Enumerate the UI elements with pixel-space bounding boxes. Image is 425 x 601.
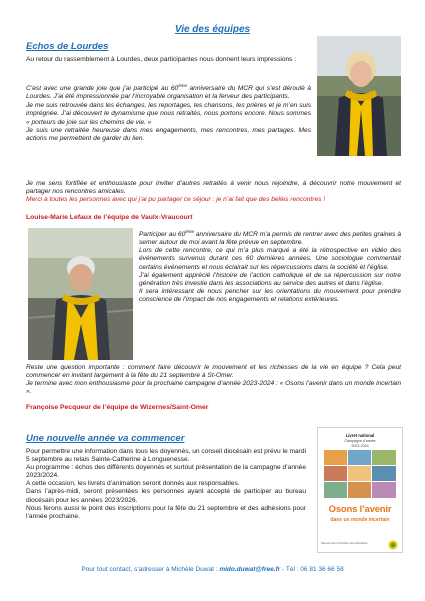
footer-contact xyxy=(0,566,425,573)
section-heading-lourdes: Echos de Lourdes xyxy=(26,41,109,52)
t1-p1-a: C’est avec une grande joie que j’ai participé au 60 xyxy=(26,85,179,93)
testimony-2-para-4: Il sera intéressant de nous pencher sur les orientations du mouvement pour prendre conscience de l’impact de nos engagements et relations extérieures. xyxy=(139,287,401,303)
footer-email[interactable]: mido.duwat@free.fr xyxy=(219,566,281,573)
t2-p1-b: anniversaire du MCR m’a permis de rentrer avec des petites graines à semer autour de moi avant la fête prévue en septembre. xyxy=(139,231,401,247)
testimony-1-para-4: Je me sens fortifiée et enthousiaste pour inviter d’autres retraités à venir nous rejoindre, à découvrir notre mouvement et partager nos rencontres amicales. xyxy=(26,180,401,196)
testimony-1-para-2: Je me suis retrouvée dans les échanges, les reportages, les chansons, les prières et je m’en suis imprégnée. J’ai découvert le dynamisme que nous retraités, nous portons encore. Nous sommes « porteurs de joie sur les chemins de vie. » xyxy=(26,102,311,126)
signature-francoise: Françoise Pecqueur de l’équipe de Wizernes/Saint-Omer xyxy=(26,404,209,411)
testimony-1-para-1 xyxy=(26,82,311,101)
photo-francoise xyxy=(28,228,133,360)
testimony-1-lower xyxy=(26,180,401,204)
signature-louise-marie: Louise-Marie Lefaux de l’équipe de Vaulx-Vraucourt xyxy=(26,214,193,221)
testimony-2-para-1 xyxy=(139,228,401,247)
book-subtitle: dans un monde incertain xyxy=(330,517,390,523)
testimony-2-para-6: Je termine avec mon enthousiasme pour la prochaine campagne d’année 2023-2024 : « Osons l’avenir dans un monde incertain ». xyxy=(26,380,401,396)
book-publisher: Mouvement Chrétien des Retraités xyxy=(321,541,368,545)
testimony-2-lower xyxy=(26,364,401,396)
t2-p1-a: Participer au 60 xyxy=(139,231,186,239)
lourdes-intro: Au retour du rassemblement à Lourdes, deux participantes nous donnent leurs impressions : xyxy=(26,56,297,63)
footer-text: Pour tout contact, s’adresser à Michèle Duwat : xyxy=(81,566,220,573)
testimony-1-upper xyxy=(26,82,311,143)
t2-p1-sup: ème xyxy=(185,229,194,234)
photo-louise-marie xyxy=(317,36,401,156)
annee-para-5: Nous ferons aussi le point des inscriptions pour la fête du 21 septembre et des adhésions pour l’année prochaine. xyxy=(26,504,306,520)
testimony-2-para-3: J’ai également apprécié l’histoire de l’action catholique et de sa répercussion sur notre génération très investie dans les associations au service des autres et dans l’église. xyxy=(139,271,401,287)
testimony-1-para-5: Merci à toutes les personnes avec qui j’ai pu partager ce séjour : je n’ai fait que des belles rencontres ! xyxy=(26,196,326,204)
annee-para-2: Au programme : échos des différents doyennés et surtout présentation de la campagne d’année 2023/2024. xyxy=(26,464,306,480)
nouvelle-annee-body xyxy=(26,448,306,521)
section-heading-nouvelle-annee: Une nouvelle année va commencer xyxy=(26,433,185,444)
book-top-label: Livret national xyxy=(345,433,375,438)
t1-p1-b: anniversaire du MCR qui s’est déroulé à Lourdes. J’ai été impressionnée par l’incroyable organisation et la ferveur des participants. xyxy=(26,85,311,101)
testimony-2-para-2: Lors de cette rencontre, ce qui m’a plus marqué a été la rétrospective en vidéo des événements survenus durant ces 60 dernières années. Une sociologue commentait certains événements et nous éclairait sur les répercussions dans la société et l’église. xyxy=(139,247,401,271)
book-sub2: 2023-2024 xyxy=(351,444,369,448)
t1-p1-sup: ème xyxy=(178,83,187,88)
page-title: Vie des équipes xyxy=(174,24,251,35)
annee-para-3: A cette occasion, les livrets d’animation seront donnés aux responsables. xyxy=(26,480,240,488)
annee-para-1: Pour permettre une information dans tous les doyennés, un conseil diocésain est prévu le mardi 5 septembre au relais Sainte-Catherine à Longuenesse. xyxy=(26,448,306,464)
book-sub1: Campagne d’année xyxy=(344,439,376,443)
book-title: Osons l’avenir xyxy=(328,504,392,515)
book-mosaic xyxy=(324,450,396,498)
testimony-1-para-3: Je suis une retraitée heureuse dans mes engagements, mes rencontres, mes partages. Mes actions me permettent de garder du lien. xyxy=(26,126,311,142)
mcr-logo-icon xyxy=(388,537,398,547)
book-cover xyxy=(317,427,403,553)
testimony-2-para-5: Reste une question importante : comment faire découvrir le mouvement et les richesses de la vie en équipe ? Cela peut commencer en invitant largement à la fête du 21 septembre à St-Omer. xyxy=(26,364,401,380)
testimony-2-upper xyxy=(139,228,401,304)
footer-tel: - Tél : 06 81 36 66 58 xyxy=(280,566,344,573)
annee-para-4: Dans l’après-midi, seront présentées les personnes ayant accepté de participer au bureau diocésain pour les années 2023/2026. xyxy=(26,488,306,504)
